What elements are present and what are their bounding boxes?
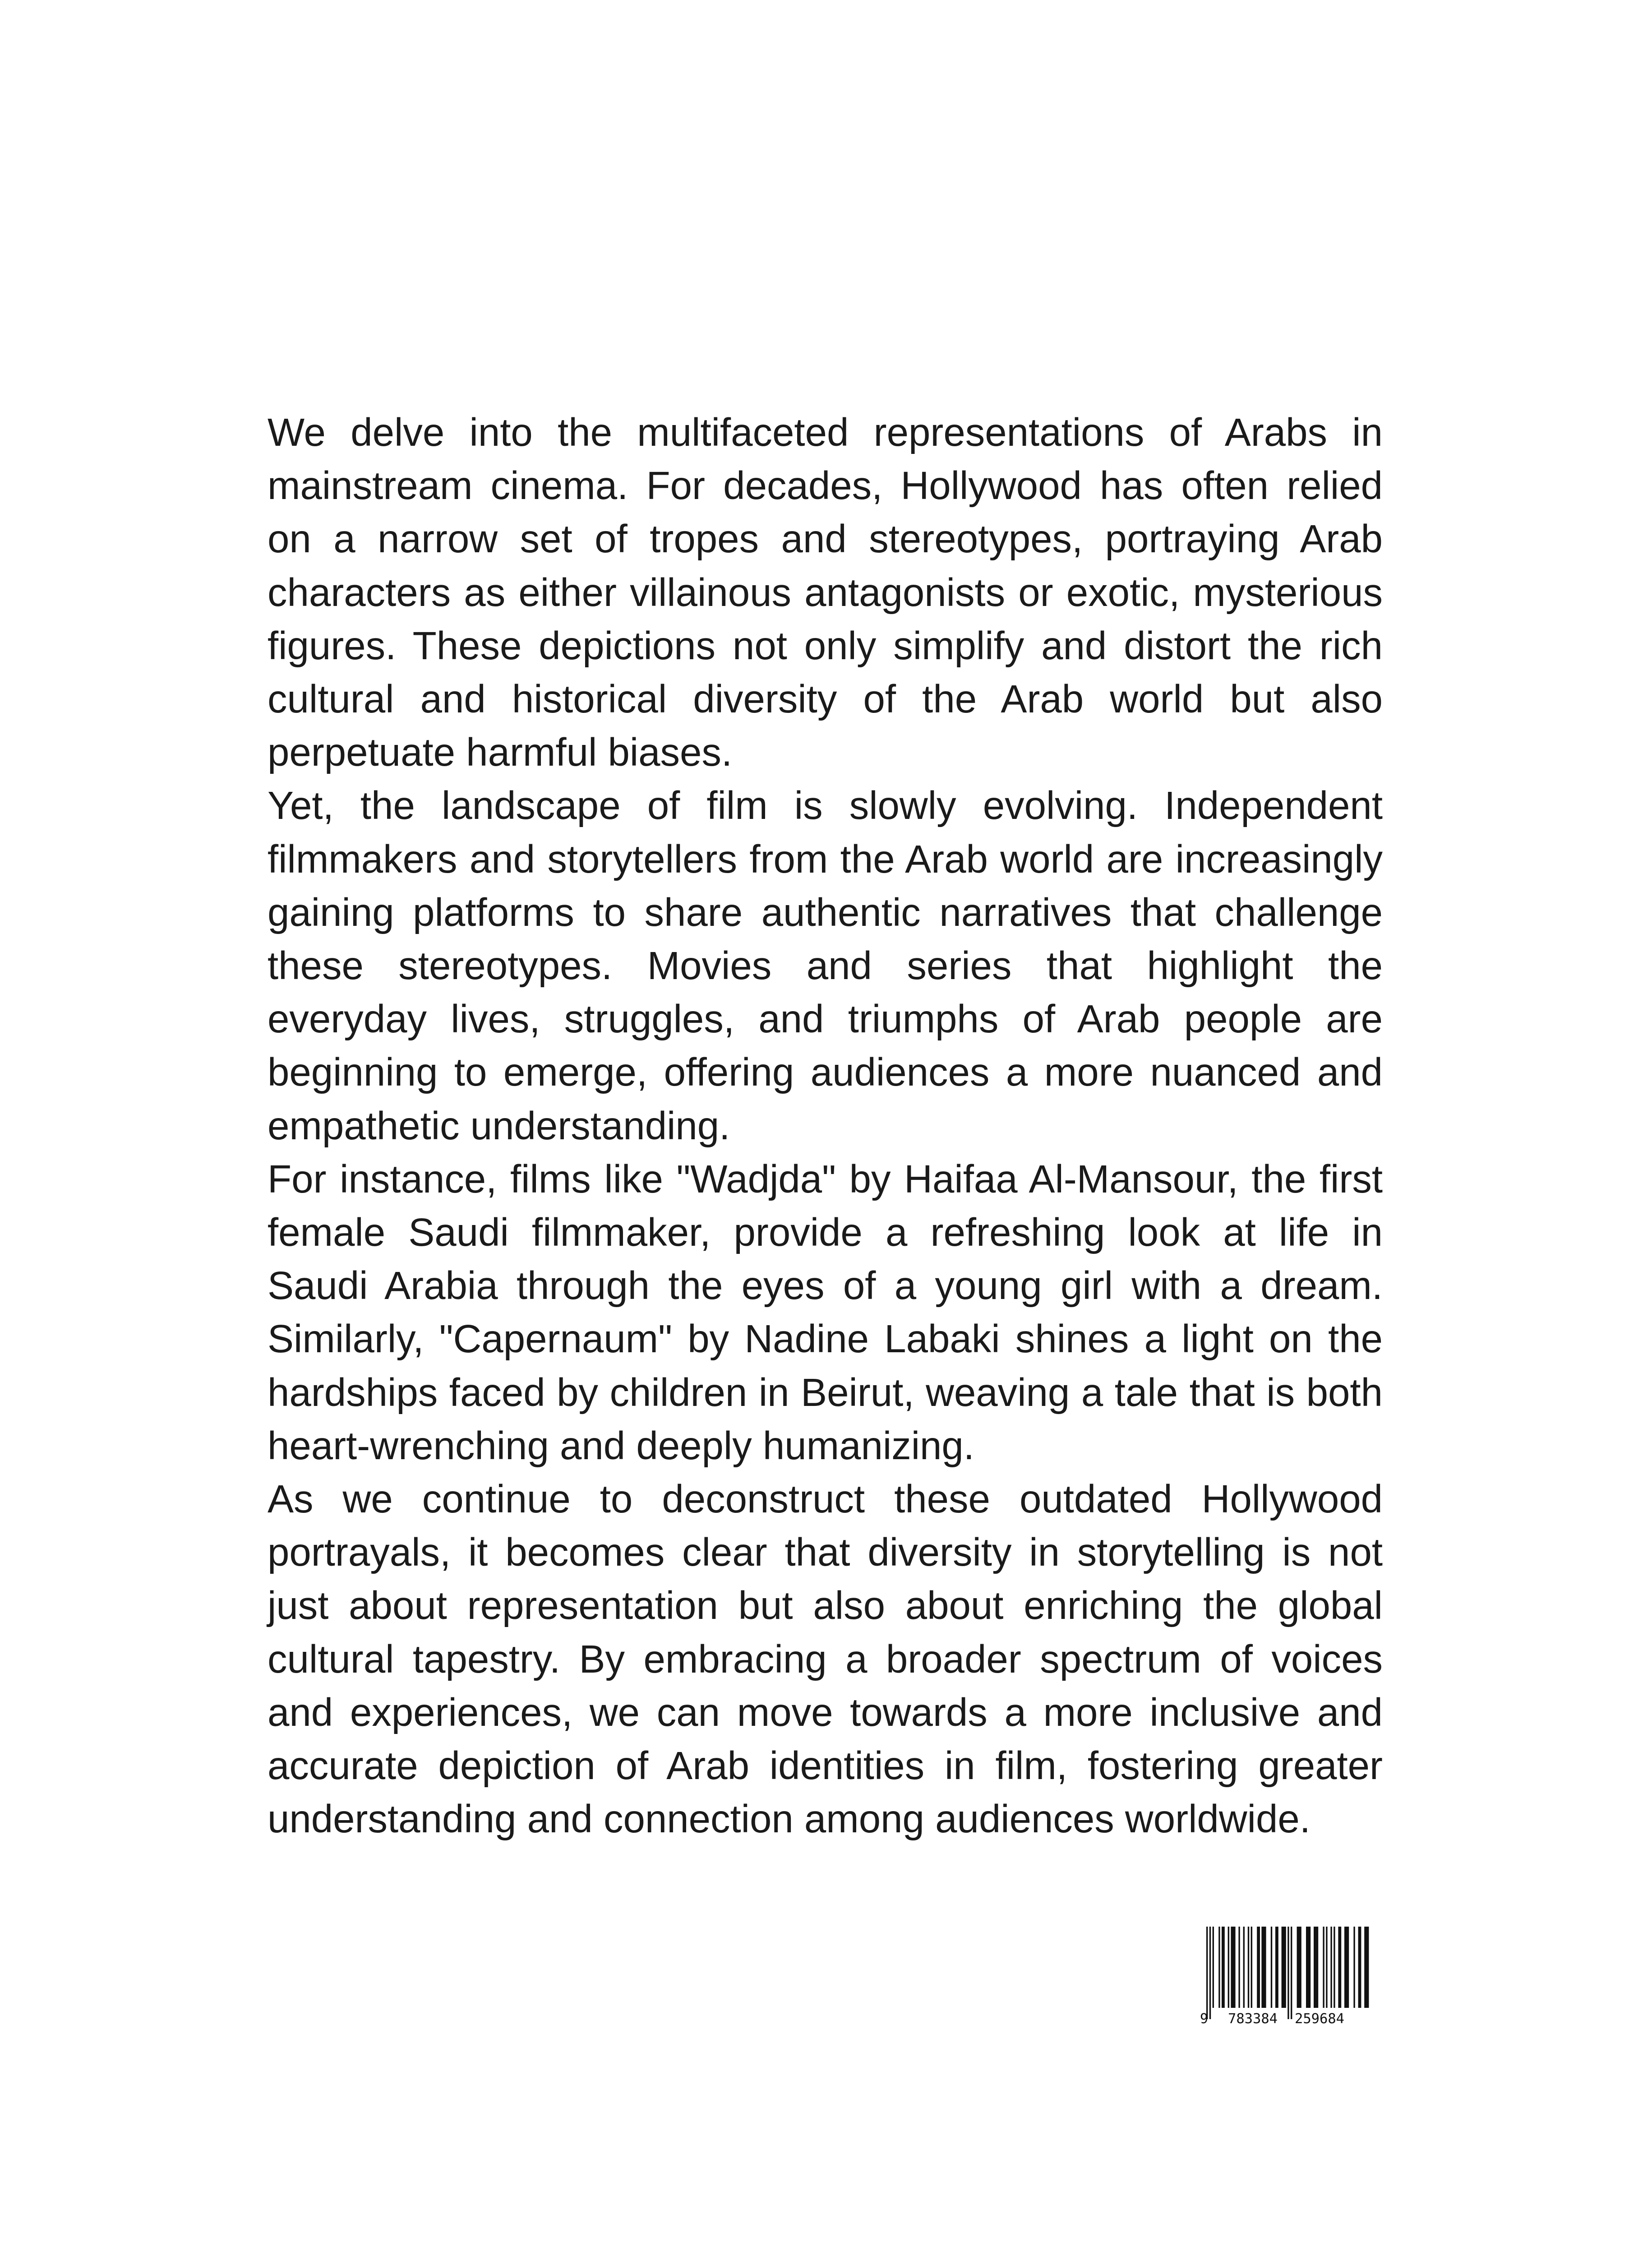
barcode-bar xyxy=(1334,1927,1335,2008)
barcode-bar xyxy=(1353,1927,1355,2008)
barcode-bar xyxy=(1222,1927,1225,2008)
barcode-bar xyxy=(1297,1927,1301,2008)
barcode-bar xyxy=(1326,1927,1327,2008)
barcode-bar xyxy=(1291,1927,1292,2019)
barcode-right-digits: 259684 xyxy=(1295,2011,1344,2026)
blurb-paragraph-2: Yet, the landscape of film is slowly evolving. Independent filmmakers and storytellers from the Arab world are increasingly gaining platforms to share authentic narratives that challenge these stereotypes. Movies and series that highlight the everyday lives, struggles, and triumphs of Arab people are beginning to emerge, offering audiences a more nuanced and empathetic understanding. xyxy=(268,784,1383,1148)
barcode-bar xyxy=(1364,1927,1369,2008)
barcode-bar xyxy=(1251,1927,1252,2008)
barcode-bar xyxy=(1344,1927,1349,2008)
barcode-bar xyxy=(1275,1927,1278,2008)
barcode-bar xyxy=(1228,1927,1229,2008)
blurb-paragraph-4: As we continue to deconstruct these outdated Hollywood portrayals, it becomes clear that diversity in storytelling is not just about representation but also about enriching the global cultural tapestry. By embracing a broader spectrum of voices and experiences, we can move towards a more inclusive and accurate depiction of Arab identities in film, fostering greater understanding and connection among audiences worldwide. xyxy=(268,1477,1383,1841)
barcode-bar xyxy=(1282,1927,1286,2008)
barcode-graphic xyxy=(1200,1927,1371,2026)
isbn-barcode xyxy=(1200,1927,1371,2026)
barcode-bar xyxy=(1257,1927,1260,2008)
barcode-bar xyxy=(1338,1927,1341,2008)
blurb-paragraph-3: For instance, films like "Wadjda" by Haifaa Al-Mansour, the first female Saudi filmmaker, provide a refreshing look at life in Saudi Arabia through the eyes of a young girl with a dream. Similarly, "Capernaum" by Nadine Labaki shines a light on the hardships faced by children in Beirut, weaving a tale that is both heart-wrenching and deeply humanizing. xyxy=(268,1157,1383,1468)
barcode-bar xyxy=(1231,1927,1235,2008)
barcode-bar xyxy=(1323,1927,1324,2008)
barcode-bar xyxy=(1306,1927,1311,2008)
barcode-bars xyxy=(1206,1927,1371,2019)
blurb-paragraph-1: We delve into the multifaceted representations of Arabs in mainstream cinema. For decades, Hollywood has often relied on a narrow set of tropes and stereotypes, portraying Arab characters as either villainous antagonists or exotic, mysterious figures. These depictions not only simplify and distort the rich cultural and historical diversity of the Arab world but also perpetuate harmful biases. xyxy=(268,411,1383,775)
barcode-lead-digit: 9 xyxy=(1200,2011,1209,2026)
barcode-bar xyxy=(1243,1927,1245,2008)
barcode-left-digits: 783384 xyxy=(1228,2011,1278,2026)
barcode-bar xyxy=(1358,1927,1361,2008)
barcode-bar xyxy=(1206,1927,1208,2019)
barcode-bar xyxy=(1238,1927,1240,2008)
barcode-bar xyxy=(1287,1927,1289,2019)
barcode-bar xyxy=(1314,1927,1318,2008)
barcode-bar xyxy=(1218,1927,1220,2008)
barcode-bar xyxy=(1330,1927,1332,2008)
barcode-bar xyxy=(1261,1927,1266,2008)
blurb-text xyxy=(268,406,1383,1846)
barcode-bar xyxy=(1209,1927,1211,2019)
barcode-bar xyxy=(1248,1927,1249,2008)
barcode-bar xyxy=(1213,1927,1214,2008)
barcode-bar xyxy=(1271,1927,1272,2008)
